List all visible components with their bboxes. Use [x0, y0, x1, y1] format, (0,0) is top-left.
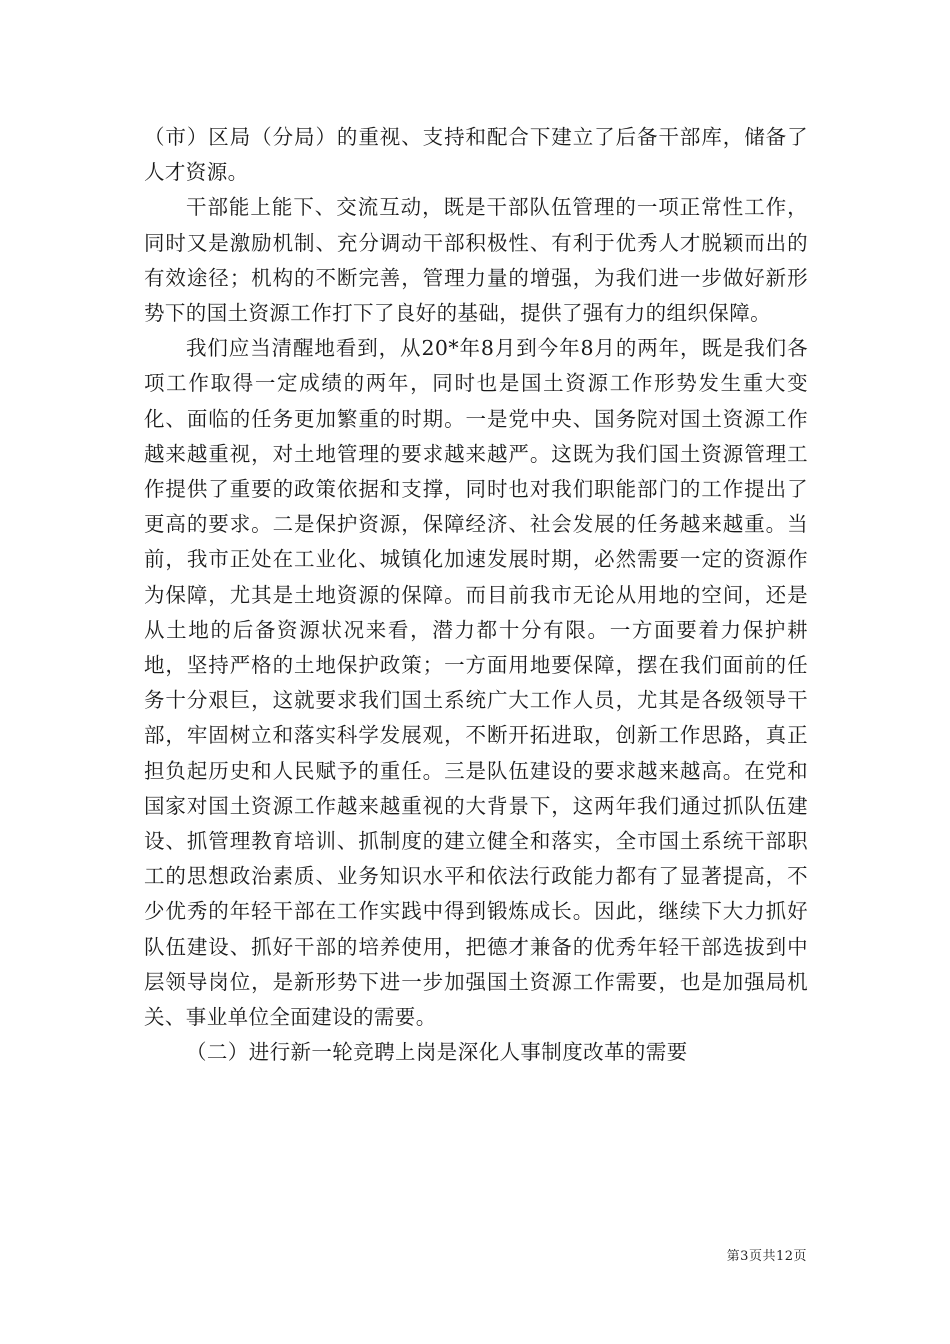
- paragraph-situation-analysis: 我们应当清醒地看到，从20*年8月到今年8月的两年，既是我们各项工作取得一定成绩的两年，同时也是国土资源工作形势发生重大变化、面临的任务更加繁重的时期。一是党中央、国务院对国土资源工作越来越重视，对土地管理的要求越来越严。这既为我们国土资源管理工作提供了重要的政策依据和支撑，同时也对我们职能部门的工作提出了更高的要求。二是保护资源，保障经济、社会发展的任务越来越重。当前，我市正处在工业化、城镇化加速发展时期，必然需要一定的资源作为保障，尤其是土地资源的保障。而目前我市无论从用地的空间，还是从土地的后备资源状况来看，潜力都十分有限。一方面要着力保护耕地，坚持严格的土地保护政策；一方面用地要保障，摆在我们面前的任务十分艰巨，这就要求我们国土系统广大工作人员，尤其是各级领导干部，牢固树立和落实科学发展观，不断开拓进取，创新工作思路，真正担负起历史和人民赋予的重任。三是队伍建设的要求越来越高。在党和国家对国土资源工作越来越重视的大背景下，这两年我们通过抓队伍建设、抓管理教育培训、抓制度的建立健全和落实，全市国土系统干部职工的思想政治素质、业务知识水平和依法行政能力都有了显著提高，不少优秀的年轻干部在工作实践中得到锻炼成长。因此，继续下大力抓好队伍建设、抓好干部的培养使用，把德才兼备的优秀年轻干部选拔到中层领导岗位，是新形势下进一步加强国土资源工作需要，也是加强局机关、事业单位全面建设的需要。: [144, 336, 808, 1030]
- paragraph-continuation: （市）区局（分局）的重视、支持和配合下建立了后备干部库，储备了人才资源。: [144, 125, 808, 185]
- section-heading-reform: （二）进行新一轮竞聘上岗是深化人事制度改革的需要: [186, 1040, 688, 1065]
- page-number-footer: 第3页共12页: [726, 1249, 807, 1264]
- paragraph-cadre-exchange: 干部能上能下、交流互动，既是干部队伍管理的一项正常性工作，同时又是激励机制、充分调动干部积极性、有利于优秀人才脱颖而出的有效途径；机构的不断完善，管理力量的增强，为我们进一步做好新形势下的国土资源工作打下了良好的基础，提供了强有力的组织保障。: [144, 195, 808, 326]
- document-body: [144, 120, 808, 1070]
